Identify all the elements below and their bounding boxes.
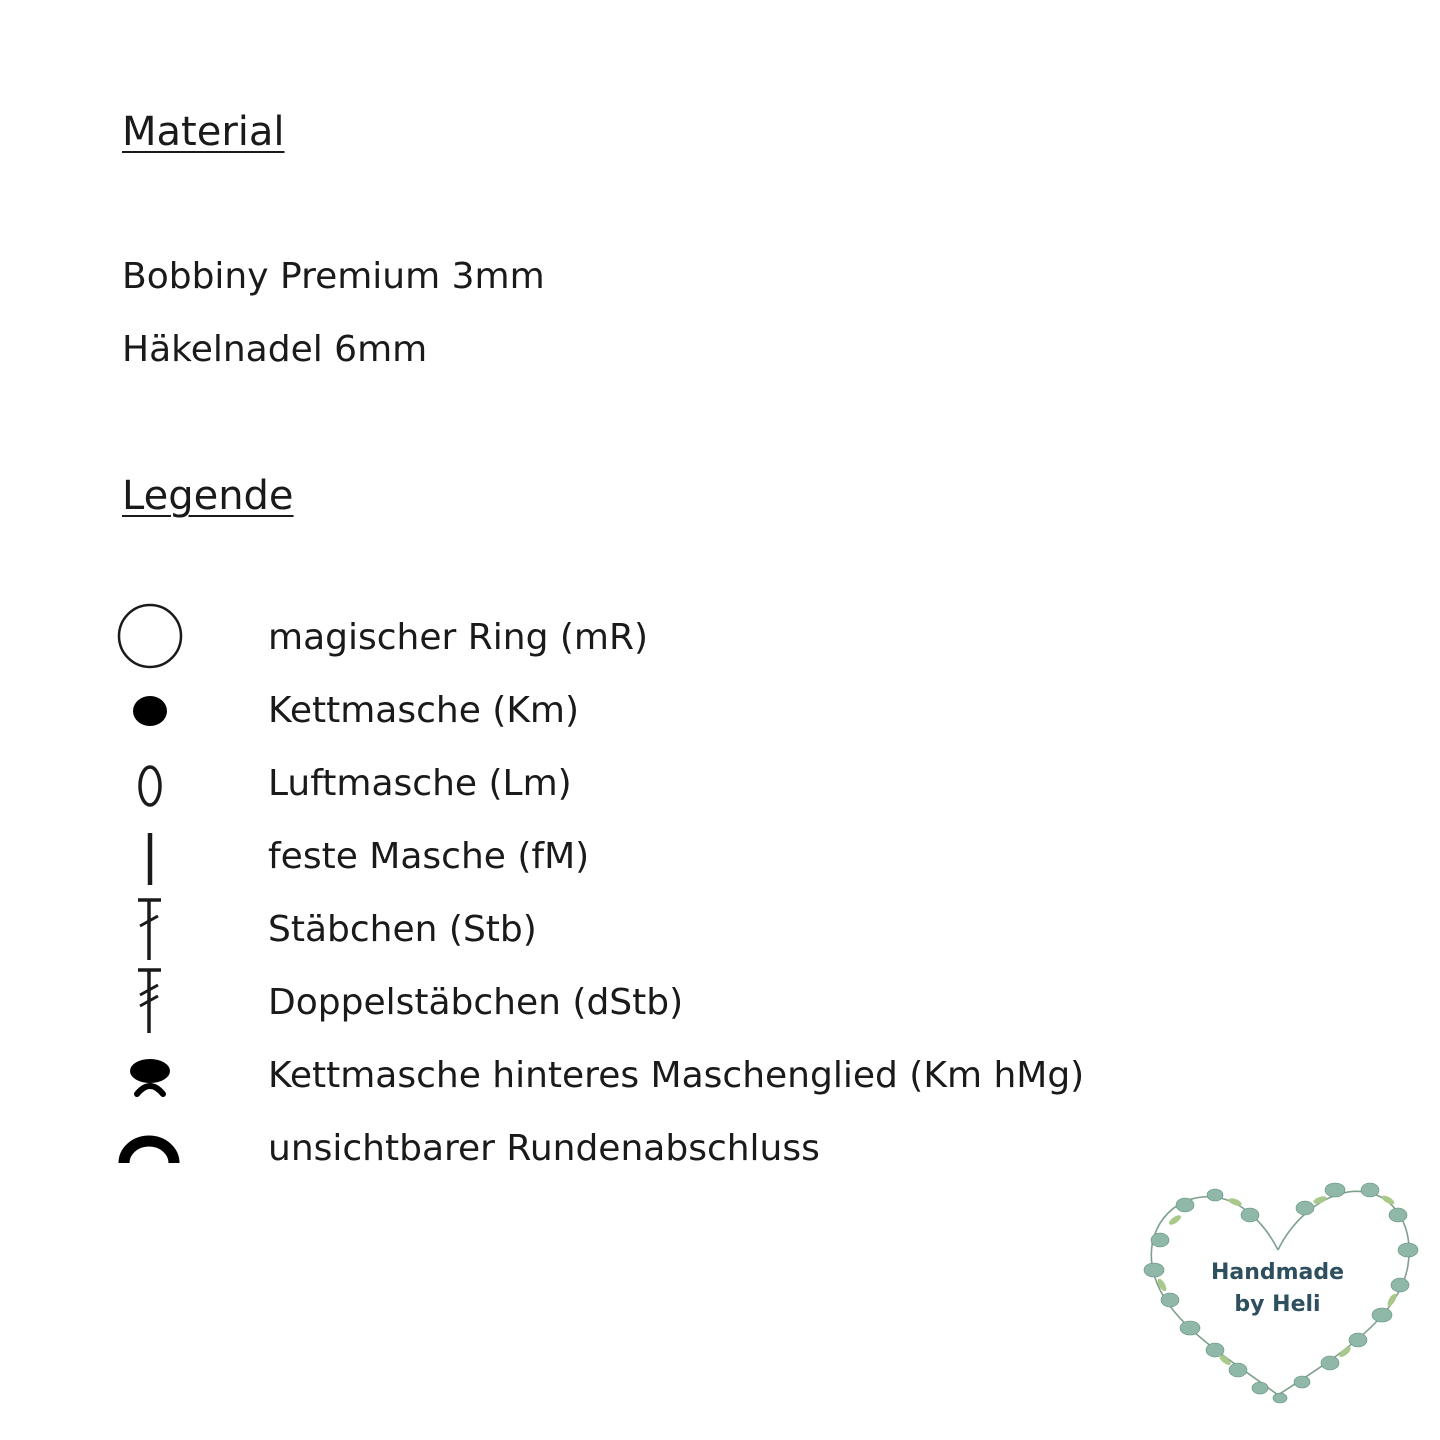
invisible-join-icon: [110, 1111, 190, 1183]
legend-item: [0, 1111, 1200, 1183]
legend-item-label: feste Masche (fM): [268, 836, 590, 877]
material-heading: Material: [122, 109, 285, 155]
single-crochet-icon: [110, 819, 190, 891]
legend-item-label: Kettmasche hinteres Maschenglied (Km hMg): [268, 1055, 1085, 1096]
legend-item: [0, 600, 1200, 672]
slip-stitch-icon: [110, 673, 190, 745]
legend-item-label: Stäbchen (Stb): [268, 909, 537, 950]
material-item: Bobbiny Premium 3mm: [122, 256, 545, 297]
chain-stitch-icon: [110, 746, 190, 818]
logo-text-line: by Heli: [1234, 1292, 1321, 1317]
legend-item-label: Kettmasche (Km): [268, 690, 580, 731]
legend-item: [0, 892, 1200, 964]
legend-item: [0, 673, 1200, 745]
magic-ring-icon: [110, 600, 190, 672]
material-item: Häkelnadel 6mm: [122, 329, 428, 370]
logo-text-line: Handmade: [1210, 1260, 1345, 1285]
legend-item: [0, 965, 1200, 1037]
brand-logo: [1130, 1160, 1425, 1410]
legend-item: [0, 1038, 1200, 1110]
legend-item-label: unsichtbarer Rundenabschluss: [268, 1128, 820, 1169]
legend-item-label: Doppelstäbchen (dStb): [268, 982, 684, 1023]
legend-item: [0, 819, 1200, 891]
legend-item-label: Luftmasche (Lm): [268, 763, 572, 804]
eucalyptus-heart-wreath: [1130, 1160, 1425, 1410]
slip-stitch-back-loop-icon: [110, 1038, 190, 1110]
treble-crochet-icon: [110, 965, 190, 1037]
legend-heading: Legende: [122, 473, 294, 519]
legend-item: [0, 746, 1200, 818]
double-crochet-icon: [110, 892, 190, 964]
legend-item-label: magischer Ring (mR): [268, 617, 649, 658]
